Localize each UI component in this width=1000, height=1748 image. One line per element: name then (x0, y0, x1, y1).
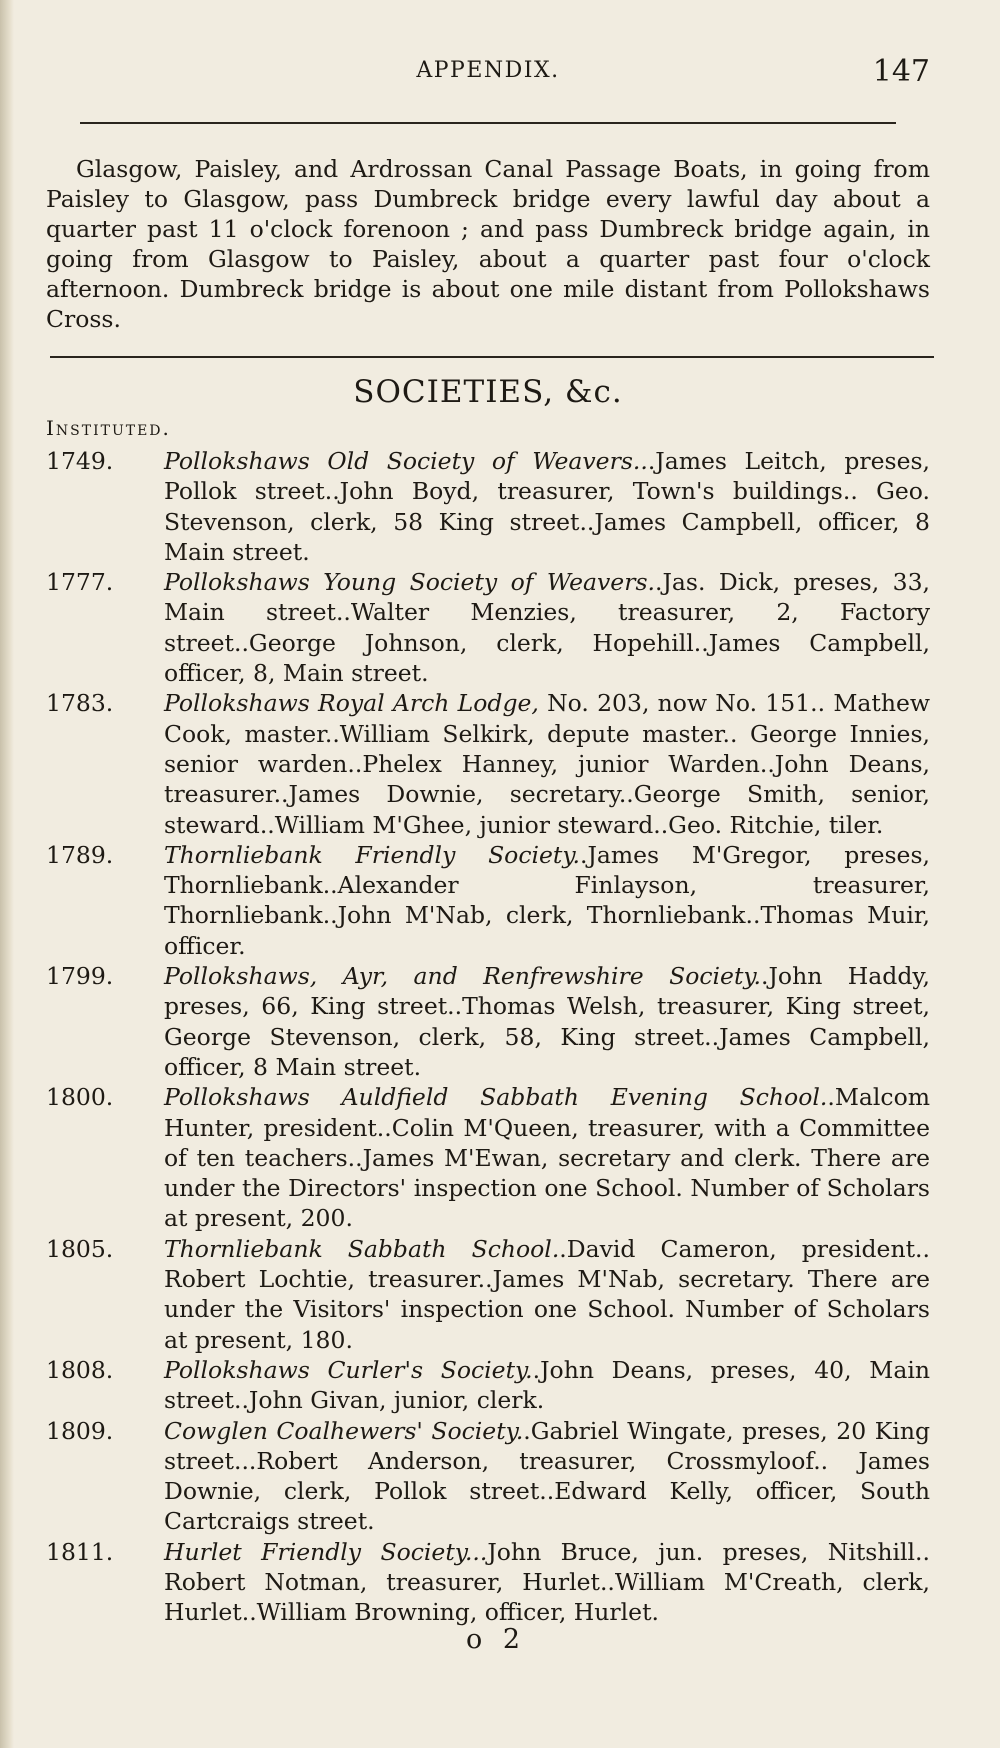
society-entry (46, 688, 930, 839)
society-name: Thornliebank Sabbath School. (164, 1234, 560, 1263)
entry-year: 1799. (46, 962, 114, 991)
society-name: Pollokshaws Auldfield Sabbath Evening School. (164, 1083, 828, 1112)
entry-text: .James Leitch, preses, Pollok street..John Boyd, treasurer, Town's buildings.. Geo. Stevenson, clerk, 58 King street..James Campbell, officer, 8 Main street. (164, 447, 931, 566)
society-entry (46, 840, 930, 961)
society-name: Pollokshaws Old Society of Weavers.. (164, 447, 648, 475)
society-name: Hurlet Friendly Society... (164, 1537, 488, 1566)
entry-text: .David Cameron, president.. Robert Lochtie, treasurer..James M'Nab, secretary. There are under the Visitors' inspection one School. Number of Scholars at present, 180. (164, 1234, 930, 1354)
entry-text: John Bruce, jun. preses, Nitshill.. Robert Notman, treasurer, Hurlet..William M'Creath, clerk, Hurlet..William Browning, officer, Hurlet. (164, 1537, 930, 1627)
society-entry (46, 1082, 930, 1233)
instituted-label: Instituted. (46, 416, 171, 440)
society-entry (46, 567, 930, 688)
entry-text: .John Deans, preses, 40, Main street..John Givan, junior, clerk. (164, 1355, 930, 1415)
entry-year: 1789. (46, 840, 114, 869)
entry-year: 1808. (46, 1355, 114, 1384)
society-name: Thornliebank Friendly Society. (164, 840, 580, 869)
canal-boats-notice: Glasgow, Paisley, and Ardrossan Canal Passage Boats, in going from Paisley to Glasgow, pass Dumbreck bridge every lawful day about a quarter past 11 o'clock forenoon ; and pass Dumbreck bridge again, in going from Glasgow to Paisley, about a quarter past four o'clock afternoon. Dumbreck bridge is about one mile distant from Pollokshaws Cross. (46, 155, 930, 333)
book-page (46, 0, 930, 1748)
entry-year: 1800. (46, 1083, 114, 1112)
entry-year: 1783. (46, 689, 114, 718)
entry-year: 1749. (46, 447, 114, 475)
running-head: APPENDIX. (416, 58, 560, 83)
society-entry (46, 1416, 930, 1537)
society-entry (46, 1355, 930, 1416)
society-name: Pollokshaws Curler's Society. (164, 1355, 533, 1384)
society-name: Pollokshaws Young Society of Weavers. (164, 568, 655, 597)
page-header (46, 54, 930, 94)
society-name: Cowglen Coalhewers' Society. (164, 1416, 524, 1445)
entry-text: .John Haddy, preses, 66, King street..Thomas Welsh, treasurer, King street, George Stevenson, clerk, 58, King street..James Campbell, officer, 8 Main street. (164, 962, 930, 1081)
section-rule (50, 356, 934, 358)
entry-year: 1809. (46, 1416, 114, 1445)
society-name: Pollokshaws Royal Arch Lodge, (164, 689, 539, 718)
signature-mark: o 2 (465, 1624, 527, 1655)
header-rule (80, 122, 896, 124)
section-title: SOCIETIES, &c. (353, 374, 623, 410)
entry-year: 1811. (46, 1537, 114, 1566)
entry-text: .Jas. Dick, preses, 33, Main street..Walter Menzies, treasurer, 2, Factory street..George Johnson, clerk, Hopehill..James Campbell, officer, 8, Main street. (164, 568, 931, 688)
society-entry (46, 961, 930, 1082)
society-entry (46, 446, 930, 567)
entry-text: .Malcom Hunter, president..Colin M'Queen, treasurer, with a Committee of ten teachers..James M'Ewan, secretary and clerk. There are under the Directors' inspection one School. Number of Scholars at present, 200. (164, 1083, 930, 1233)
society-entry (46, 1537, 930, 1628)
entry-text: .Gabriel Wingate, preses, 20 King street...Robert Anderson, treasurer, Crossmyloof.. James Downie, clerk, Pollok street..Edward Kelly, officer, South Cartcraigs street. (164, 1416, 930, 1536)
societies-list (46, 446, 930, 1628)
entry-text: .James M'Gregor, preses, Thornliebank..Alexander Finlayson, treasurer, Thornliebank..John M'Nab, clerk, Thornliebank..Thomas Muir, officer. (164, 840, 930, 960)
entry-year: 1777. (46, 568, 114, 597)
entry-year: 1805. (46, 1234, 114, 1263)
society-entry (46, 1234, 930, 1355)
page-number: 147 (872, 54, 930, 89)
society-name: Pollokshaws, Ayr, and Renfrewshire Society. (164, 962, 762, 991)
entry-text: No. 203, now No. 151.. Mathew Cook, master..William Selkirk, depute master.. George Innies, senior warden..Phelex Hanney, junior Warden..John Deans, treasurer..James Downie, secretary..George Smith, senior, steward..William M'Ghee, junior steward..Geo. Ritchie, tiler. (164, 689, 930, 839)
page-spine-shadow (0, 0, 14, 1748)
